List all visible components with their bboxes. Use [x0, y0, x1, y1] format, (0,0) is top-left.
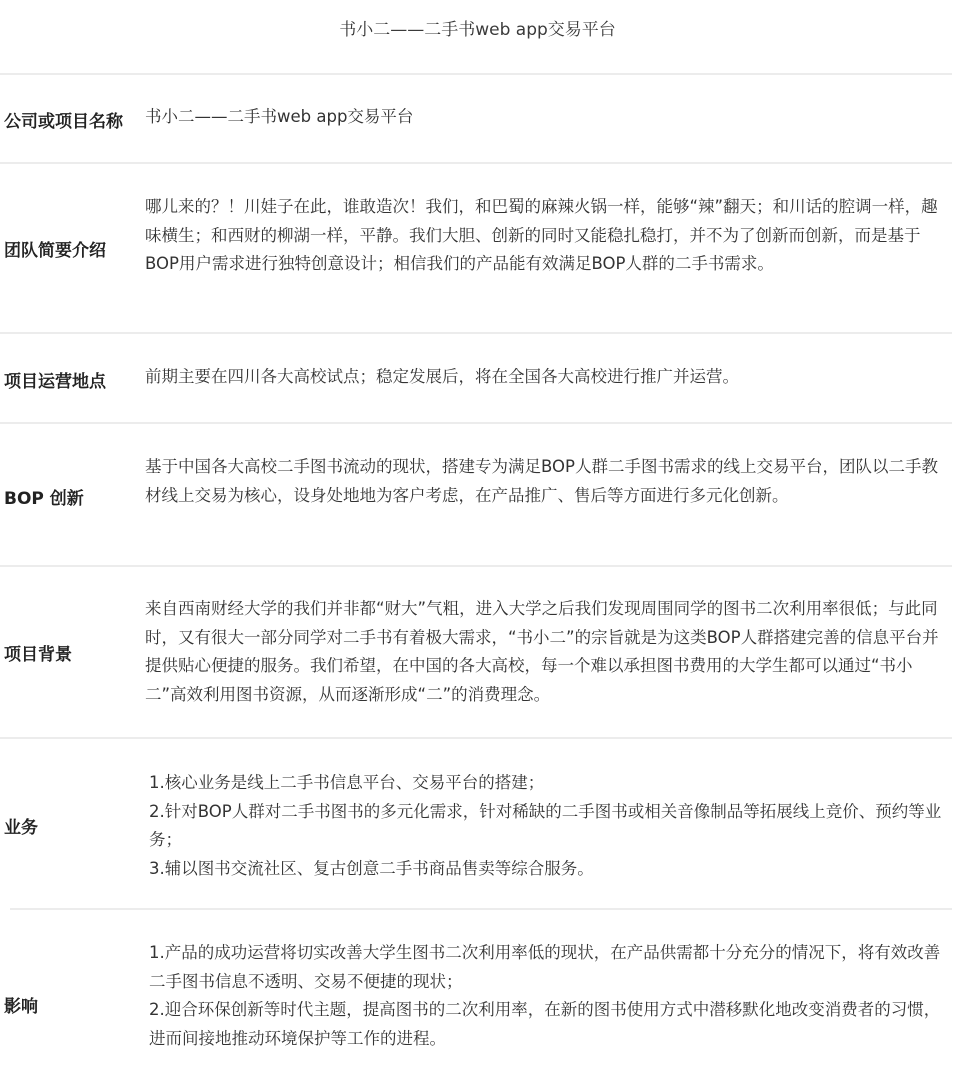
divider	[10, 908, 952, 910]
divider	[0, 422, 952, 424]
divider	[0, 332, 952, 334]
row-content-location	[145, 363, 945, 392]
divider	[0, 162, 952, 164]
list-item: 1.核心业务是线上二手书信息平台、交易平台的搭建；	[149, 773, 545, 792]
content-paragraph: 哪儿来的？！川娃子在此，谁敢造次！我们，和巴蜀的麻辣火锅一样，能够“辣”翻天；和川话的腔调一样，趣味横生；和西财的柳湖一样，平静。我们大胆、创新的同时又能稳扎稳打，并不为了创新而创新，而是基于BOP用户需求进行独特创意设计；相信我们的产品能有效满足BOP人群的二手书需求。	[145, 197, 938, 273]
row-label-location: 项目运营地点	[4, 372, 106, 392]
list-item: 2.针对BOP人群对二手书图书的多元化需求，针对稀缺的二手图书或相关音像制品等拓展线上竞价、预约等业务；	[149, 801, 942, 849]
divider	[0, 737, 952, 739]
row-label-impact: 影响	[4, 997, 38, 1017]
row-content-team-intro	[145, 193, 945, 279]
divider	[0, 73, 952, 75]
row-content-background	[145, 595, 945, 709]
list-item: 1.产品的成功运营将切实改善大学生图书二次利用率低的现状，在产品供需都十分充分的情况下，将有效改善二手图书信息不透明、交易不便捷的现状；	[149, 943, 941, 991]
page-title: 书小二——二手书web app交易平台	[339, 20, 616, 40]
row-content-project-name	[145, 103, 945, 132]
row-content-impact	[149, 939, 945, 1053]
content-paragraph: 基于中国各大高校二手图书流动的现状，搭建专为满足BOP人群二手图书需求的线上交易平台，团队以二手教材线上交易为核心，设身处地地为客户考虑，在产品推广、售后等方面进行多元化创新。	[145, 457, 938, 505]
content-paragraph: 前期主要在四川各大高校试点；稳定发展后，将在全国各大高校进行推广并运营。	[145, 367, 739, 386]
row-label-team-intro: 团队简要介绍	[4, 241, 106, 261]
row-content-business	[149, 769, 945, 883]
list-item: 3.辅以图书交流社区、复古创意二手书商品售卖等综合服务。	[149, 858, 594, 878]
content-paragraph: 来自西南财经大学的我们并非都“财大”气粗，进入大学之后我们发现周围同学的图书二次利用率很低；与此同时，又有很大一部分同学对二手书有着极大需求，“书小二”的宗旨就是为这类BOP人群搭建完善的信息平台并提供贴心便捷的服务。我们希望，在中国的各大高校，每一个难以承担图书费用的大学生都可以通过“书小二”高效利用图书资源，从而逐渐形成“二”的消费理念。	[145, 599, 939, 704]
row-content-bop-innovation	[145, 453, 945, 510]
row-label-project-name: 公司或项目名称	[4, 112, 123, 132]
list-item: 2.迎合环保创新等时代主题，提高图书的二次利用率，在新的图书使用方式中潜移默化地改变消费者的习惯，进而间接地推动环境保护等工作的进程。	[149, 1000, 941, 1048]
row-label-background: 项目背景	[4, 645, 72, 665]
divider	[0, 565, 952, 567]
row-label-bop-innovation: BOP 创新	[4, 489, 84, 509]
row-label-business: 业务	[4, 818, 38, 838]
content-paragraph: 书小二——二手书web app交易平台	[145, 107, 414, 126]
